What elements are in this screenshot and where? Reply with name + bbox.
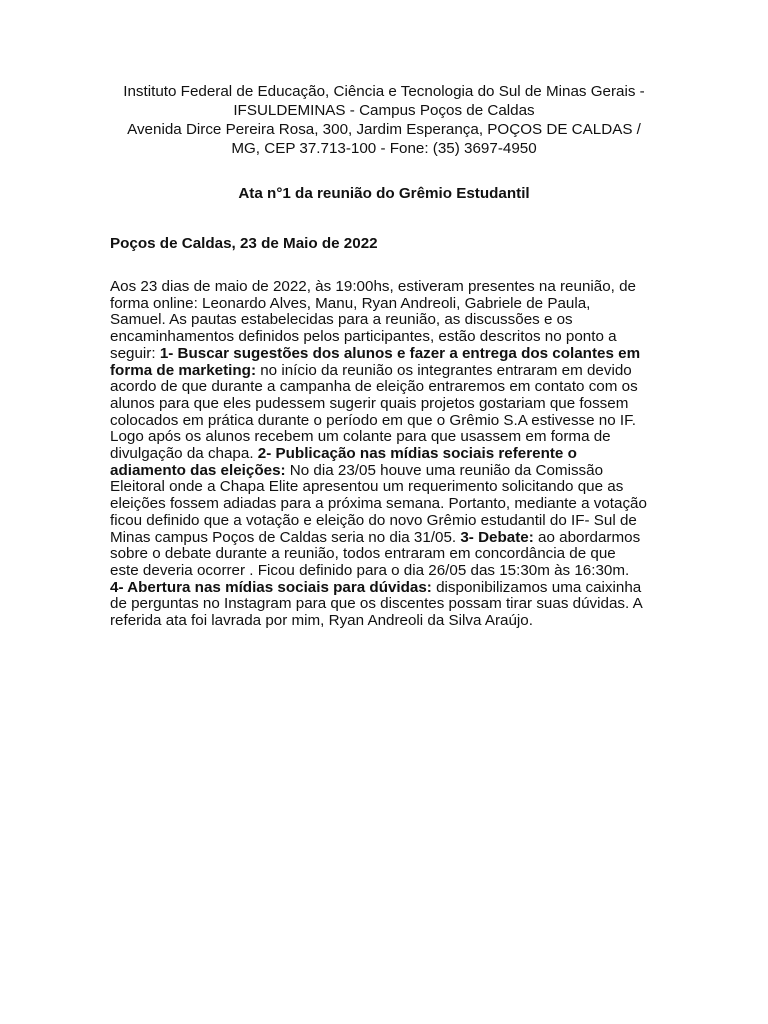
body-text: No dia 23/05 houve uma reunião da Comissão bbox=[285, 461, 604, 479]
body-text: no início da reunião os integrantes entraram em devido bbox=[256, 361, 632, 379]
body-text: Minas campus Poços de Caldas seria no dia 31/05. bbox=[110, 528, 461, 546]
body-line: eleições fossem adiadas para a próxima semana. Portanto, mediante a votação bbox=[110, 495, 647, 513]
agenda-item-1-heading-cont: forma de marketing: bbox=[110, 361, 257, 379]
header-line: Instituto Federal de Educação, Ciência e Tecnologia do Sul de Minas Gerais - bbox=[123, 83, 645, 100]
body-line: colocados em prática durante o período em que o Grêmio S.A estivesse no IF. bbox=[110, 411, 636, 429]
agenda-item-2-heading-cont: adiamento das eleições: bbox=[110, 461, 286, 479]
body-text: divulgação da chapa. bbox=[110, 445, 258, 463]
body-line bbox=[110, 580, 670, 597]
agenda-item-3-heading: 3- Debate: bbox=[460, 528, 534, 546]
place-and-date: Poços de Caldas, 23 de Maio de 2022 bbox=[110, 235, 378, 252]
body-line bbox=[110, 463, 670, 480]
body-line: sobre o debate durante a reunião, todos entraram em concordância de que bbox=[110, 545, 616, 563]
body-line: acordo de que durante a campanha de eleição entraremos em contato com os bbox=[110, 378, 638, 396]
body-text: disponibilizamos uma caixinha bbox=[431, 578, 642, 596]
body-line: alunos para que eles pudessem sugerir quais projetos gostariam que fossem bbox=[110, 394, 629, 412]
agenda-item-4-heading: 4- Abertura nas mídias sociais para dúvidas: bbox=[110, 578, 432, 596]
agenda-item-1-heading: 1- Buscar sugestões dos alunos e fazer a entrega dos colantes em bbox=[159, 344, 641, 362]
body-line: encaminhamentos definidos pelos participantes, estão descritos no ponto a bbox=[110, 328, 617, 346]
minutes-body bbox=[110, 279, 670, 630]
body-line: Samuel. As pautas estabelecidas para a reunião, as discussões e os bbox=[110, 311, 573, 329]
body-line: ficou definido que a votação e eleição do novo Grêmio estudantil do IF- Sul de bbox=[110, 511, 637, 529]
agenda-item-2-heading: 2- Publicação nas mídias sociais referente o bbox=[257, 445, 577, 463]
body-line: Aos 23 dias de maio de 2022, às 19:00hs, estiveram presentes na reunião, de bbox=[110, 278, 636, 295]
body-text: seguir: bbox=[110, 344, 160, 362]
body-line bbox=[110, 363, 670, 380]
document-title: Ata n°1 da reunião do Grêmio Estudantil bbox=[238, 185, 530, 202]
header-line: Avenida Dirce Pereira Rosa, 300, Jardim Esperança, POÇOS DE CALDAS / bbox=[127, 121, 641, 138]
body-line bbox=[110, 446, 670, 463]
institution-header bbox=[100, 82, 668, 158]
body-line: Eleitoral onde a Chapa Elite apresentou um requerimento solicitando que as bbox=[110, 478, 624, 496]
body-line bbox=[110, 530, 670, 547]
body-line bbox=[110, 346, 670, 363]
body-line: de perguntas no Instagram para que os discentes possam tirar suas dúvidas. A bbox=[110, 595, 643, 613]
body-line: este deveria ocorrer . Ficou definido para o dia 26/05 das 15:30m às 16:30m. bbox=[110, 561, 630, 579]
body-text: ao abordarmos bbox=[533, 528, 641, 546]
header-line: IFSULDEMINAS - Campus Poços de Caldas bbox=[233, 102, 535, 119]
body-line: forma online: Leonardo Alves, Manu, Ryan Andreoli, Gabriele de Paula, bbox=[110, 294, 591, 312]
body-line: Logo após os alunos recebem um colante para que usassem em forma de bbox=[110, 428, 611, 446]
body-line: referida ata foi lavrada por mim, Ryan Andreoli da Silva Araújo. bbox=[110, 612, 533, 630]
header-line: MG, CEP 37.713-100 - Fone: (35) 3697-4950 bbox=[231, 140, 537, 157]
